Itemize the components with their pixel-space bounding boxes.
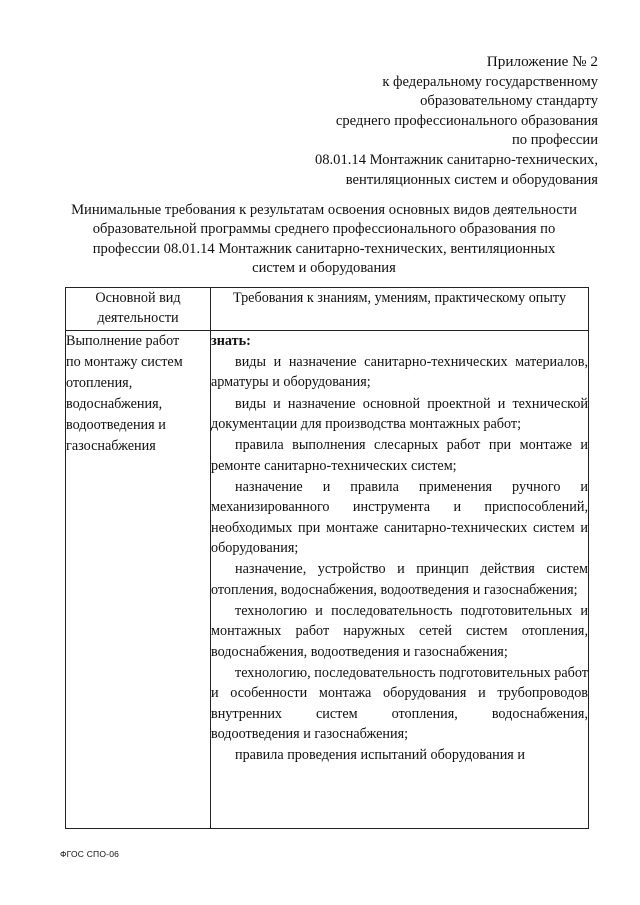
table-header-row	[66, 288, 589, 331]
requirement-item: правила проведения испытаний оборудования и	[235, 747, 525, 764]
activity-line: Выполнение работ	[66, 333, 180, 349]
header-activity-line: Основной вид	[95, 290, 181, 306]
heading-line: Минимальные требования к результатам освоения основных видов деятельности	[71, 202, 577, 218]
activity-line: водоотведения и	[66, 417, 166, 433]
activity-line: отопления,	[66, 375, 133, 391]
requirement-item: правила выполнения слесарных работ при монтаже и ремонте санитарно-технических систем;	[211, 437, 588, 474]
appendix-line: вентиляционных систем и оборудования	[345, 171, 598, 188]
requirement-item: технологию, последовательность подготовительных работ и особенности монтажа оборудования и трубопроводов внутренних систем отопления, водоснабжения, водоотведения и газоснабжения;	[211, 664, 588, 743]
activity-cell	[66, 331, 211, 829]
appendix-line: 08.01.14 Монтажник санитарно-технических,	[314, 151, 598, 168]
requirement-item: виды и назначение санитарно-технических материалов, арматуры и оборудования;	[211, 354, 588, 391]
requirements-table	[65, 287, 589, 829]
requirement-item: виды и назначение основной проектной и технической документации для производства монтажных работ;	[211, 395, 588, 433]
document-heading	[56, 201, 592, 279]
appendix-line: к федеральному государственному	[382, 73, 598, 90]
activity-line: газоснабжения	[66, 438, 156, 454]
appendix-line: среднего профессионального образования	[335, 112, 598, 129]
header-activity	[66, 288, 211, 331]
appendix-title: Приложение № 2	[486, 53, 598, 70]
requirement-item: технологию и последовательность подготовительных и монтажных работ наружных сетей систем отопления, водоснабжения, водоотведения и газоснабжения;	[211, 602, 588, 660]
activity-line: водоснабжения,	[66, 396, 163, 412]
table-row	[66, 331, 589, 829]
requirements-cell	[211, 331, 589, 829]
activity-line: по монтажу систем	[66, 354, 183, 370]
header-requirements: Требования к знаниям, умениям, практическому опыту	[211, 288, 589, 331]
appendix-line: образовательному стандарту	[420, 93, 598, 110]
heading-line: профессии 08.01.14 Монтажник санитарно-технических, вентиляционных	[92, 240, 556, 257]
appendix-block	[238, 52, 598, 190]
header-activity-line: деятельности	[97, 310, 179, 326]
appendix-line: по профессии	[511, 132, 598, 149]
heading-line: образовательной программы среднего профессионального образования по	[92, 221, 556, 238]
requirement-item: назначение и правила применения ручного и механизированного инструмента и приспособлений, необходимых при монтаже санитарно-технических систем и оборудования;	[211, 478, 588, 557]
footer-label: ФГОС СПО-06	[60, 849, 120, 859]
heading-line: систем и оборудования	[252, 260, 396, 277]
requirement-item: назначение, устройство и принцип действия систем отопления, водоснабжения, водоотведения и газоснабжения;	[211, 561, 588, 598]
know-label: знать:	[211, 333, 251, 349]
